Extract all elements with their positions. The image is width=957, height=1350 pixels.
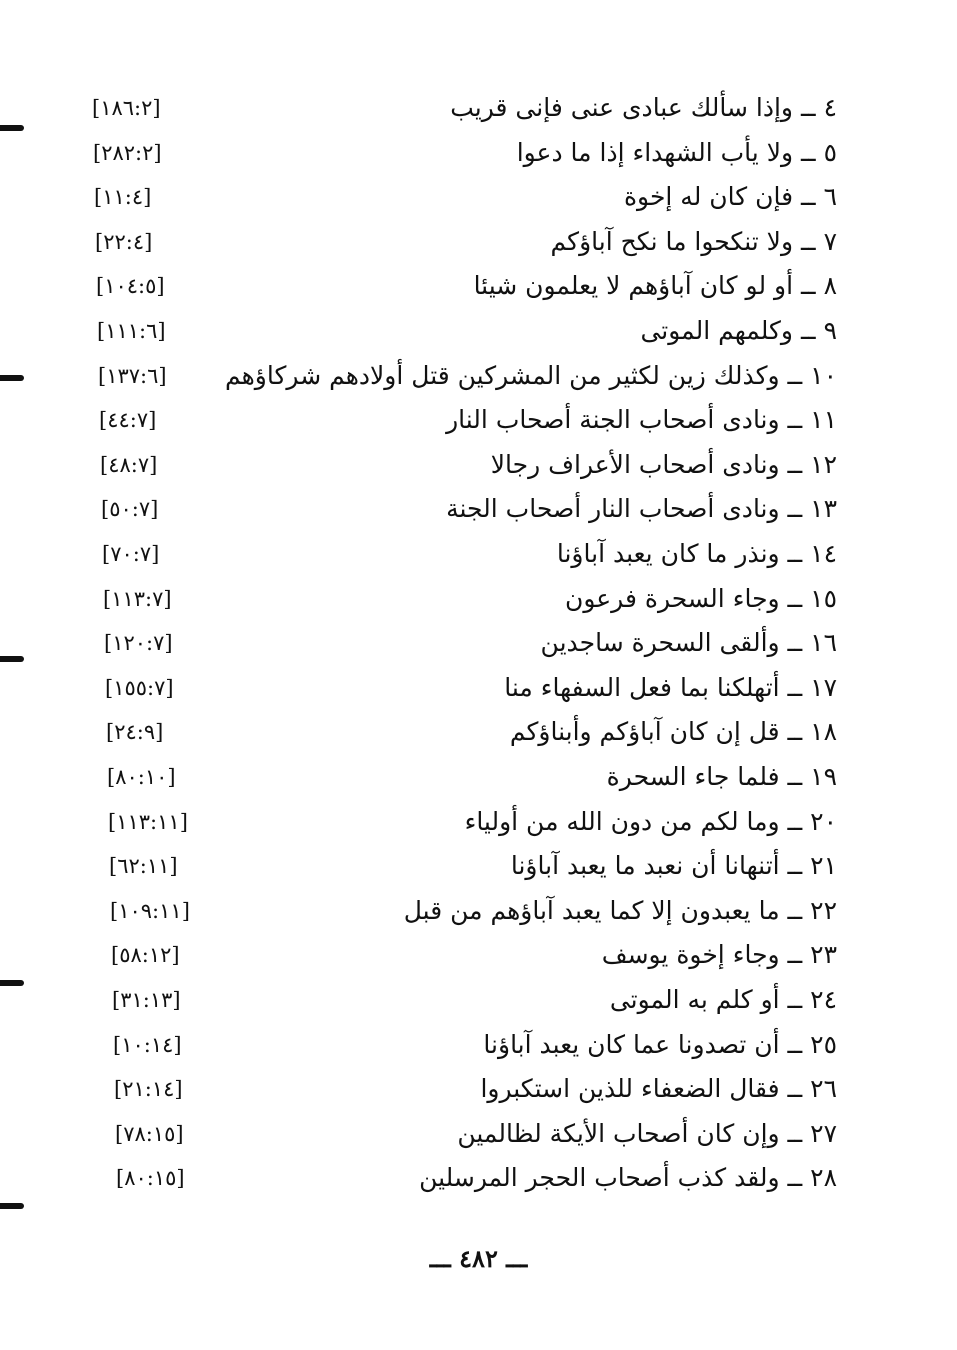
margin-mark [0,1203,24,1209]
verse-text: ٦ ــ فإن كان له إخوة [623,182,837,211]
verse-entry [0,933,957,977]
verse-reference: [٧٨:١٥] [115,1122,184,1146]
verse-reference: [٣١:١٣] [112,988,181,1012]
verse-text: ٩ ــ وكلمهم الموتى [640,316,837,345]
margin-mark [0,980,24,986]
verse-reference: [١٠٩:١١] [110,899,190,923]
verse-text: ٥ ــ ولا يأب الشهداء إذا ما دعوا [516,138,837,167]
verse-entry [0,577,957,621]
verse-reference: [١٣٧:٦] [98,364,167,388]
verse-reference: [٧٠:٧] [102,542,160,566]
verse-reference: [٦٢:١١] [109,854,178,878]
verse-text: ٤ ــ وإذا سألك عبادى عنى فإنى قريب [450,93,837,122]
verse-text: ١٨ ــ قل إن كان آباؤكم وأبناؤكم [509,717,837,746]
verse-entry [0,889,957,933]
verse-reference: [١١:٤] [94,185,152,209]
verse-entry [0,621,957,665]
verse-entry [0,1112,957,1156]
verse-text: ٢٥ ــ أن تصدونا عما كان يعبد آباؤنا [483,1030,837,1059]
verse-text: ١٩ ــ فلما جاء السحرة [606,762,837,791]
verse-text: ٢١ ــ أتنهانا أن نعبد ما يعبد آباؤنا [510,851,837,880]
verse-entry [0,220,957,264]
verse-entry [0,309,957,353]
verse-entry [0,1156,957,1200]
margin-mark [0,125,24,131]
verse-reference: [١١٣:٧] [103,587,172,611]
verse-reference: [٨٠:١٥] [116,1166,185,1190]
verse-entry [0,398,957,442]
verse-reference: [٥٨:١٢] [111,943,180,967]
verse-reference: [٤٨:٧] [100,453,158,477]
verse-reference: [١٢٠:٧] [104,631,173,655]
verse-reference: [٥٠:٧] [101,497,159,521]
verse-entry [0,264,957,308]
verse-text: ١١ ــ ونادى أصحاب الجنة أصحاب النار [446,405,837,434]
verse-entry [0,487,957,531]
verse-reference: [٢٤:٩] [106,720,164,744]
verse-reference: [٨٠:١٠] [107,765,176,789]
verse-text: ١٥ ــ وجاء السحرة فرعون [564,584,837,613]
page-number: ـــ ٤٨٢ ـــ [429,1244,528,1273]
verse-reference: [٢٢:٤] [95,230,153,254]
verse-text: ٢٨ ــ ولقد كذب أصحاب الحجر المرسلين [419,1163,837,1192]
verse-entry [0,532,957,576]
verse-reference: [٤٤:٧] [99,408,157,432]
verse-text: ١٤ ــ ونذر ما كان يعبد آباؤنا [556,539,837,568]
verse-text: ٢٧ ــ وإن كان أصحاب الأيكة لظالمين [457,1119,837,1148]
verse-text: ١٦ ــ وألقى السحرة ساجدين [540,628,837,657]
verse-entry [0,131,957,175]
verse-entry [0,86,957,130]
verse-entry [0,1023,957,1067]
margin-mark [0,656,24,662]
verse-entry [0,755,957,799]
verse-entry [0,844,957,888]
verse-reference: [١٥٥:٧] [105,676,174,700]
verse-text: ٢٢ ــ ما يعبدون إلا كما يعبد آباؤهم من قبل [403,896,837,925]
verse-text: ٢٣ ــ وجاء إخوة يوسف [601,940,837,969]
verse-entry [0,354,957,398]
verse-text: ٢٤ ــ أو كلم به الموتى [609,985,837,1014]
verse-entry [0,1067,957,1111]
verse-text: ٢٠ ــ وما لكم من دون الله من أولياء [464,807,837,836]
verse-reference: [٢٨٢:٢] [93,141,162,165]
verse-reference: [١١١:٦] [97,319,166,343]
verse-text: ١٢ ــ ونادى أصحاب الأعراف رجالا [490,450,837,479]
verse-text: ٨ ــ أو لو كان آباؤهم لا يعلمون شيئا [473,271,837,300]
verse-reference: [١١٣:١١] [108,810,188,834]
verse-reference: [٢١:١٤] [114,1077,183,1101]
verse-entry [0,443,957,487]
verse-entry [0,710,957,754]
verse-text: ١٣ ــ ونادى أصحاب النار أصحاب الجنة [446,494,837,523]
margin-mark [0,375,24,381]
verse-reference: [١٠:١٤] [113,1033,182,1057]
verse-text: ١٠ ــ وكذلك زين لكثير من المشركين قتل أولادهم شركاؤهم [224,361,837,390]
verse-text: ١٧ ــ أتهلكنا بما فعل السفهاء منا [504,673,837,702]
verse-reference: [١٠٤:٥] [96,274,165,298]
verse-text: ٧ ــ ولا تنكحوا ما نكح آباؤكم [550,227,837,256]
verse-text: ٢٦ ــ فقال الضعفاء للذين استكبروا [480,1074,837,1103]
verse-entry [0,175,957,219]
verse-reference: [١٨٦:٢] [92,96,161,120]
verse-entry [0,666,957,710]
verse-entry [0,800,957,844]
verse-entry [0,978,957,1022]
